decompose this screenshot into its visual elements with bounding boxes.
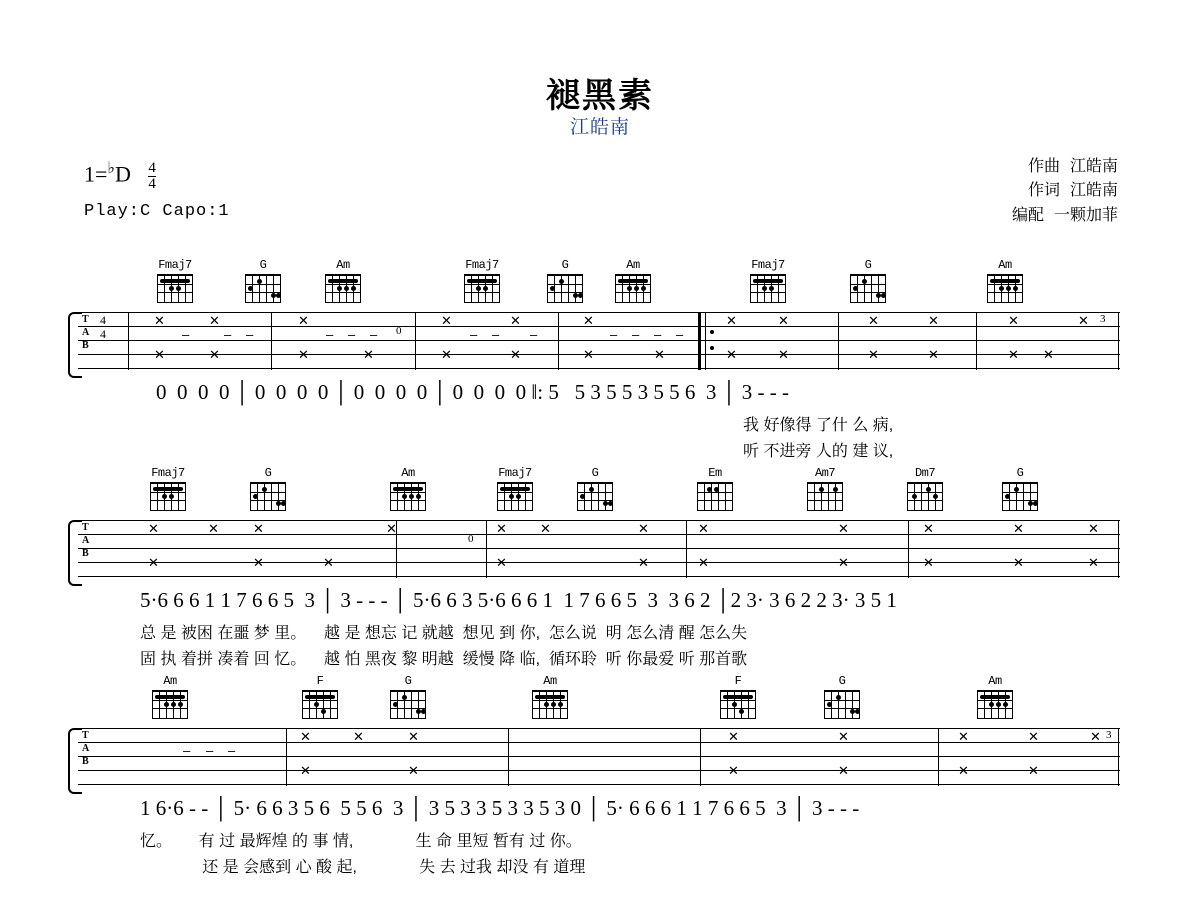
credits-block	[1002, 155, 1118, 228]
chord-grid	[907, 482, 943, 511]
tab-staff: T A B – – – ✕ ✕ ✕ ✕ ✕ ✕ ✕ ✕ ✕ ✕ ✕ ✕ ✕ ✕ 3	[78, 728, 1120, 788]
chord-diagram-f	[718, 674, 758, 719]
chord-name: Fmaj7	[465, 258, 499, 272]
chord-diagram-am	[975, 674, 1015, 719]
chord-grid	[245, 274, 281, 303]
time-signature	[148, 161, 156, 192]
numbered-notation: 5·6 6 6 1 1 7 6 6 5 3 │ 3 - - - │ 5·6 6 3 5·6 6 6 1 1 7 6 6 5 3 3 6 2 │2 3· 3 6 2 2 3· 3 5 1	[140, 588, 897, 612]
chord-grid	[152, 690, 188, 719]
chord-name: Am7	[814, 466, 836, 480]
chord-grid	[390, 690, 426, 719]
chord-grid	[720, 690, 756, 719]
chord-grid	[464, 274, 500, 303]
chord-grid	[577, 482, 613, 511]
chord-diagram-f	[300, 674, 340, 719]
chord-name: G	[1016, 466, 1024, 480]
chord-name: Am	[336, 258, 350, 272]
play-capo-line: Play:C Capo:1	[84, 202, 230, 221]
credit-name: 江皓南	[1069, 158, 1118, 175]
chord-diagram-g	[848, 258, 888, 303]
chord-grid	[615, 274, 651, 303]
chord-grid	[547, 274, 583, 303]
lyric-line: 忆。 有 过 最辉煌 的 事 情, 生 命 里短 暂有 过 你。	[140, 833, 582, 850]
chord-grid	[497, 482, 533, 511]
lyrics-row-2	[78, 854, 1120, 908]
chord-name: Am	[988, 674, 1002, 688]
chord-name: Fmaj7	[498, 466, 532, 480]
chord-diagram-dm7	[905, 466, 945, 511]
numbered-notation: 1 6·6 - - │ 5· 6 6 3 5 6 5 5 6 3 │ 3 5 3 3 5 3 3 5 3 0 │ 5· 6 6 6 1 1 7 6 6 5 3 │ 3 - - -	[140, 796, 860, 820]
chord-name: Am	[163, 674, 177, 688]
chord-grid	[750, 274, 786, 303]
chord-name: F	[316, 674, 324, 688]
key-note: D	[114, 161, 131, 187]
lyric-line: 我 好像得 了什 么 病,	[743, 417, 894, 434]
tab-clef: T A B	[82, 522, 90, 559]
chord-diagram-am	[985, 258, 1025, 303]
chord-diagram-am	[388, 466, 428, 511]
chord-name: G	[404, 674, 412, 688]
chord-grid	[807, 482, 843, 511]
chord-grid	[824, 690, 860, 719]
chord-diagram-fmaj7	[462, 258, 502, 303]
chord-grid	[250, 482, 286, 511]
chord-grid	[390, 482, 426, 511]
chord-diagram-am	[150, 674, 190, 719]
chord-grid	[850, 274, 886, 303]
credit-role: 作曲	[1027, 158, 1060, 175]
chord-grid	[302, 690, 338, 719]
chord-diagram-am7	[805, 466, 845, 511]
lyric-line: 还 是 会感到 心 酸 起, 失 去 过我 却没 有 道理	[140, 859, 586, 876]
chord-name: Am	[626, 258, 640, 272]
time-denominator: 4	[148, 175, 156, 192]
credit-composer	[1002, 155, 1118, 179]
flat-icon: ♭	[107, 160, 115, 177]
lyrics-row-2	[78, 646, 1120, 700]
tab-clef: T A B	[82, 314, 90, 351]
chord-name: G	[561, 258, 569, 272]
chord-diagram-fmaj7	[495, 466, 535, 511]
lyric-line: 固 执 着拼 凑着 回 忆。 越 怕 黑夜 黎 明越 缓慢 降 临, 循环聆 听 你最爱 听 那首歌	[140, 651, 748, 668]
key-signature	[84, 158, 156, 192]
time-numerator: 4	[148, 159, 156, 176]
chord-grid	[532, 690, 568, 719]
chord-diagram-am	[530, 674, 570, 719]
chord-grid	[325, 274, 361, 303]
numbered-notation-row	[78, 796, 1120, 822]
chord-diagram-am	[613, 258, 653, 303]
chord-grid	[697, 482, 733, 511]
credit-lyricist	[1002, 179, 1118, 203]
tab-staff: T A B ✕ ✕ ✕ ✕ ✕ ✕ ✕ ✕ ✕ 0 ✕ ✕ ✕ ✕ ✕ ✕ ✕ ✕ ✕ ✕ ✕ ✕ ✕	[78, 520, 1120, 580]
chord-name: F	[734, 674, 742, 688]
lyric-line: 听 不进旁 人的 建 议,	[743, 443, 894, 460]
numbered-notation-row	[78, 380, 1120, 406]
chord-diagram-g	[1000, 466, 1040, 511]
chord-grid	[987, 274, 1023, 303]
chord-grid	[157, 274, 193, 303]
chord-name: G	[264, 466, 272, 480]
numbered-notation: 0 0 0 0 │ 0 0 0 0 │ 0 0 0 0 │ 0 0 0 0 ‖: 5 5 3 5 5 3 5 5 6 3 │ 3 - - -	[156, 380, 789, 404]
chord-name: Am	[543, 674, 557, 688]
chord-diagram-fmaj7	[155, 258, 195, 303]
chord-diagram-g	[822, 674, 862, 719]
staff-time-signature: 4 4	[100, 313, 106, 341]
chord-grid	[977, 690, 1013, 719]
chord-diagram-fmaj7	[148, 466, 188, 511]
key-label: 1=	[84, 161, 108, 187]
chord-name: Fmaj7	[158, 258, 192, 272]
credit-role: 作词	[1027, 182, 1060, 200]
chord-name: G	[259, 258, 267, 272]
credit-name: 一颗加菲	[1053, 206, 1118, 224]
chord-diagram-g	[575, 466, 615, 511]
numbered-notation-row	[78, 588, 1120, 614]
tab-clef: T A B	[82, 730, 90, 767]
tab-staff: T A B 4 4 ✕ – ✕ – – ✕ ✕ ✕ – – – 0 ✕ ✕ ✕ – – ✕ – ✕ ✕ ✕ – – – – ✕ ✕ ✕ ✕ ✕ ✕ ✕ ✕ ✕ ✕ ✕ ✕ ✕ 3 ✕	[78, 312, 1120, 372]
artist-name: 江皓南	[569, 117, 630, 138]
credit-arranger	[1002, 204, 1118, 228]
credit-role: 编配	[1011, 206, 1044, 224]
chord-grid	[1002, 482, 1038, 511]
page-title: 褪黑素	[546, 77, 654, 115]
chord-name: Am	[401, 466, 415, 480]
chord-diagram-am	[323, 258, 363, 303]
credit-name: 江皓南	[1069, 182, 1118, 200]
chord-name: Em	[708, 466, 722, 480]
chord-diagram-g	[248, 466, 288, 511]
chord-diagram-g	[243, 258, 283, 303]
chord-name: G	[864, 258, 872, 272]
chord-diagram-g	[545, 258, 585, 303]
chord-diagram-g	[388, 674, 428, 719]
chord-diagram-em	[695, 466, 735, 511]
chord-name: Fmaj7	[151, 466, 185, 480]
chord-name: Am	[998, 258, 1012, 272]
chord-diagram-fmaj7	[748, 258, 788, 303]
chord-name: Fmaj7	[751, 258, 785, 272]
chord-grid	[150, 482, 186, 511]
lyric-line: 总 是 被困 在噩 梦 里。 越 是 想忘 记 就越 想见 到 你, 怎么说 明 怎么清 醒 怎么失	[140, 625, 748, 642]
chord-name: Dm7	[914, 466, 936, 480]
chord-name: G	[591, 466, 599, 480]
chord-name: G	[838, 674, 846, 688]
